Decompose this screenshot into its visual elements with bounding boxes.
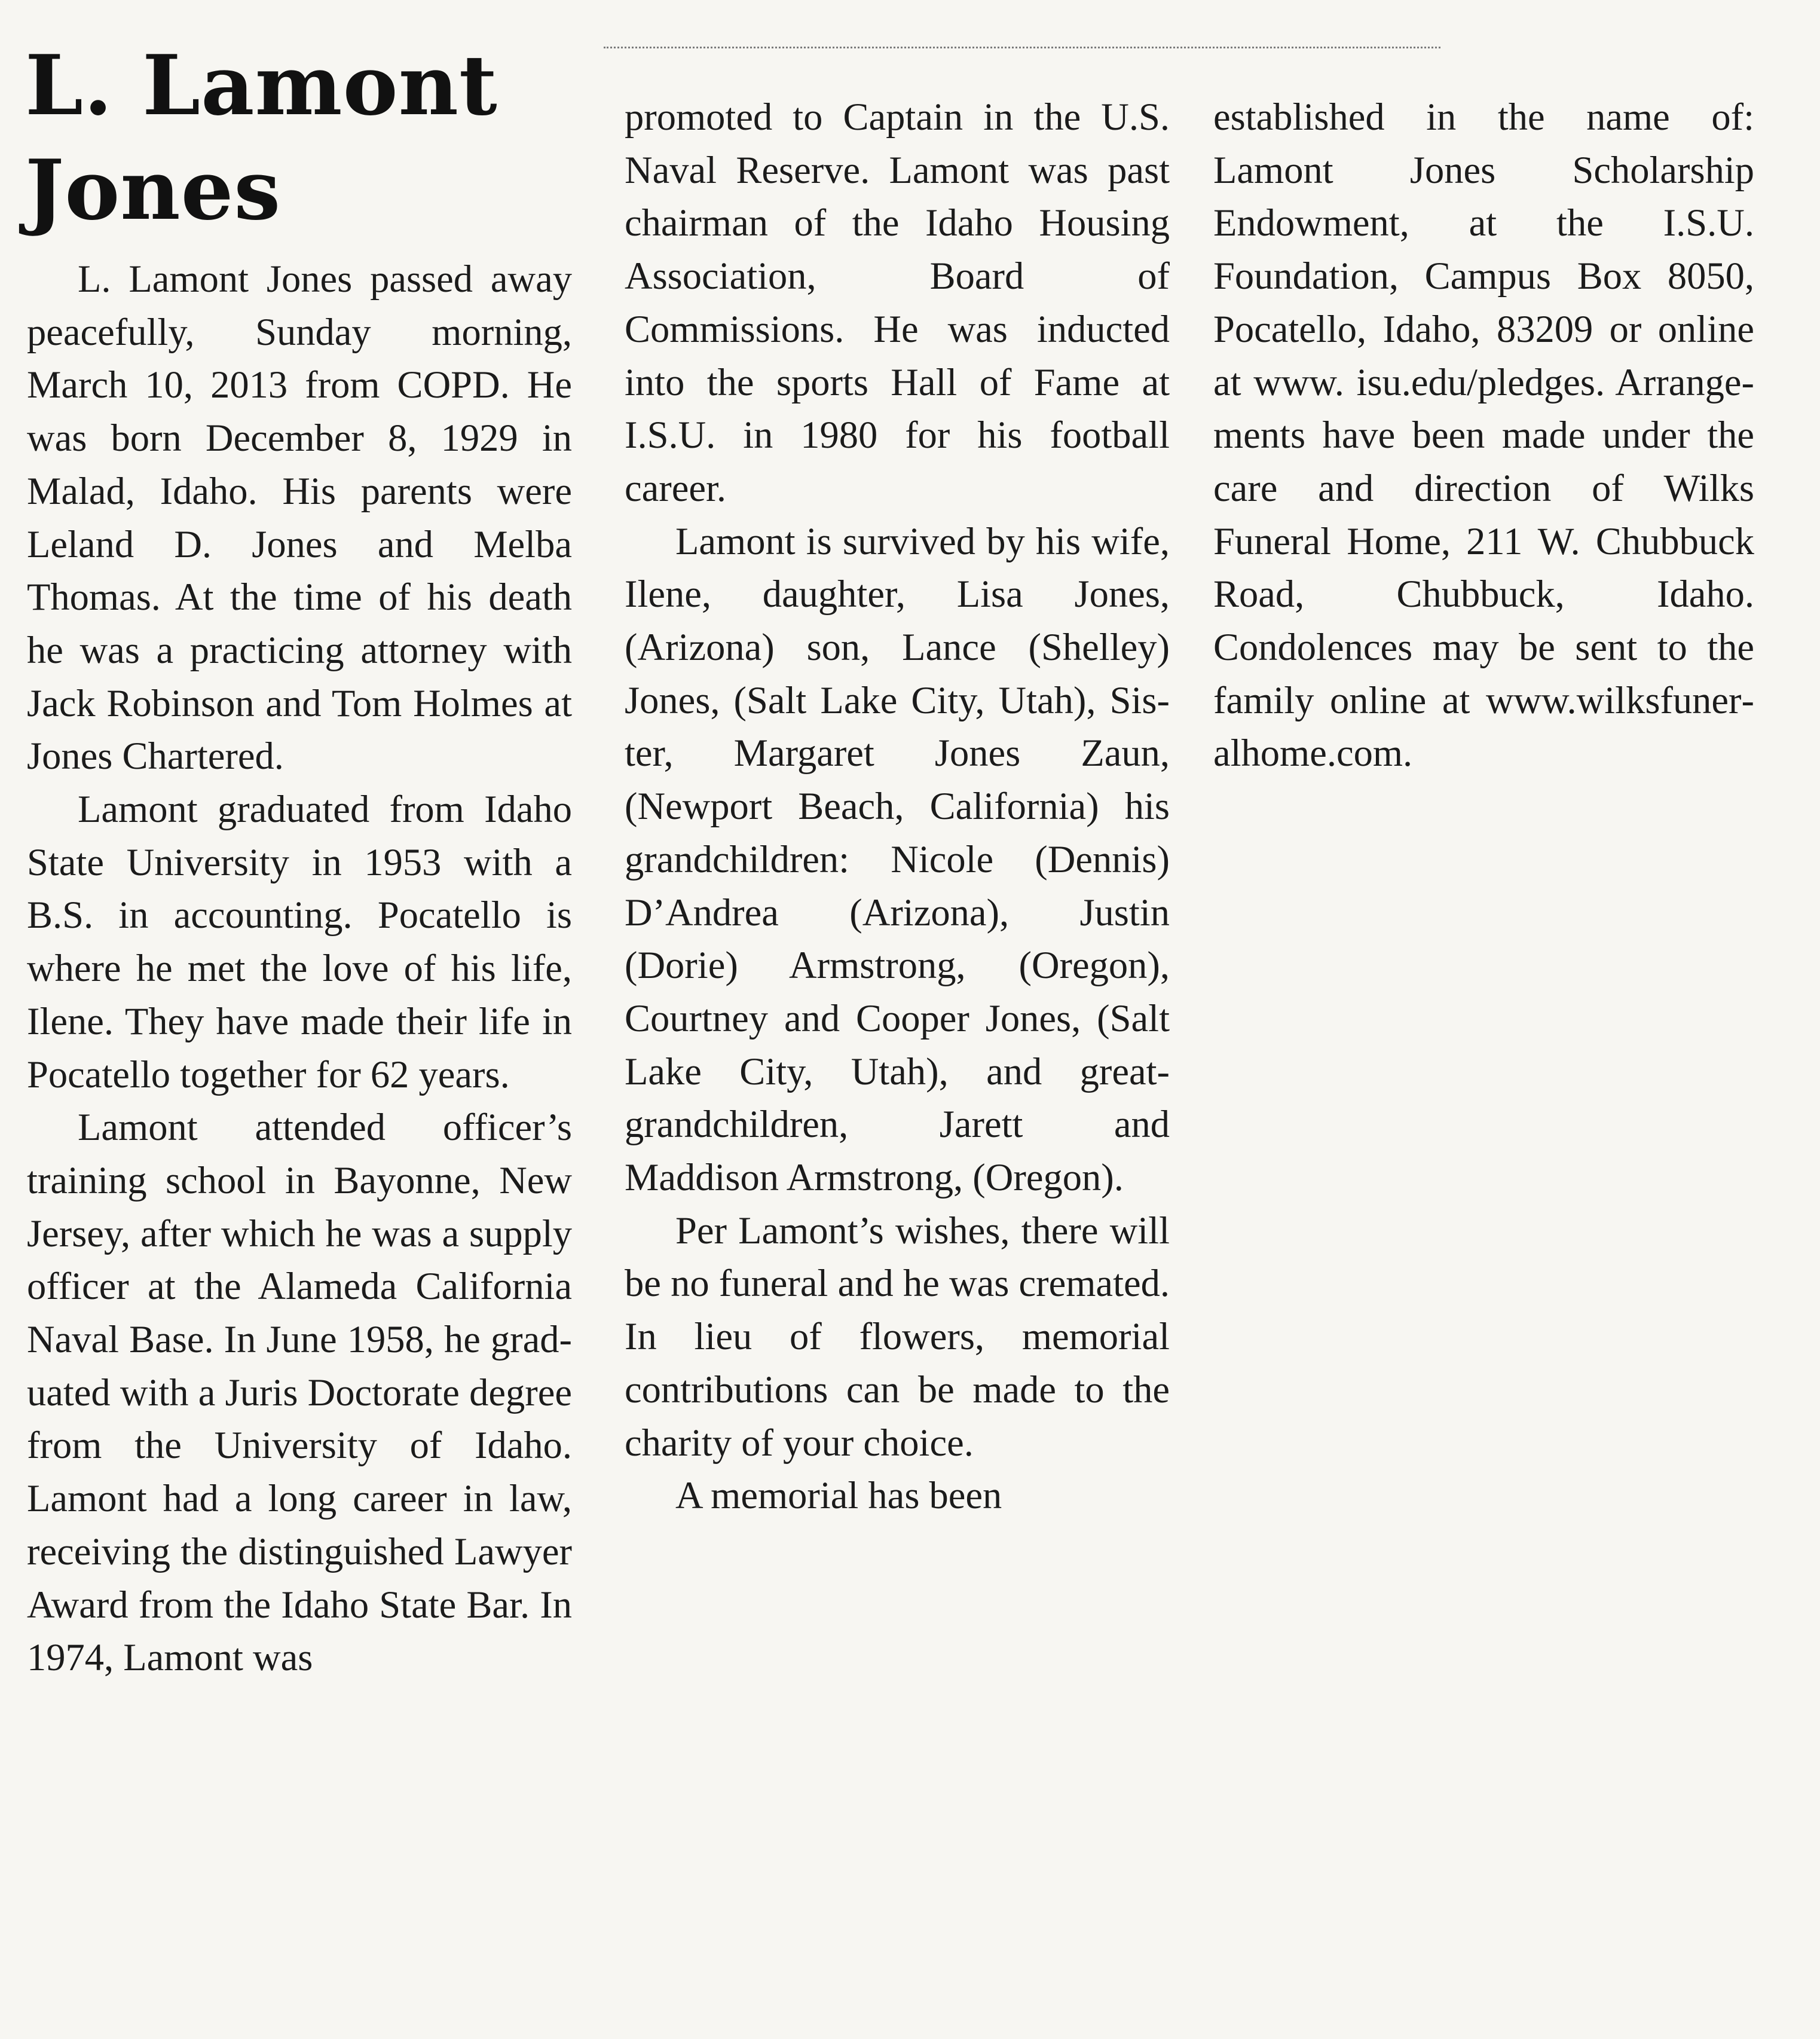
paragraph-survivors: Lamont is survived by his wife, Ilene, daughter, Lisa Jones, (Arizona) son, Lance (Shelley) Jones, (Salt Lake City, Utah), Sister, Margaret Jones Zaun, (Newport Beach, California) his grandchildren: Nicole (Dennis) D’Andrea (Arizona), Justin (Dorie) Armstrong, (Oregon), Courtney and Cooper Jones, (Salt Lake City, Utah), and great-grandchildren, Jarett and Maddison Armstrong, (Oregon). (625, 519, 1170, 1199)
column-3 (1213, 91, 1754, 780)
title-line-1: L. Lamont (25, 36, 498, 134)
top-dotted-rule (604, 47, 1440, 48)
obituary-title (25, 33, 575, 242)
paragraph-career: Lamont attended officer’s training school in Bayonne, New Jersey, after which he was a supply officer at the Alameda California Naval Base. In June 1958, he graduated with a Juris Doctorate degree from the University of Idaho. Lamont had a long career in law, receiving the distinguished Lawyer Award from the Idaho State Bar. In 1974, Lamont was (27, 1106, 572, 1679)
column-1 (27, 253, 572, 1685)
paragraph-education: Lamont graduated from Idaho State University in 1953 with a B.S. in accounting. Pocatello is where he met the love of his life, Ilene. They have made their life in Pocatello together for 62 years. (27, 788, 572, 1096)
column-2 (625, 91, 1170, 1523)
title-line-2: Jones (25, 141, 282, 239)
paragraph-wishes: Per Lamont’s wishes, there will be no funeral and he was cremated. In lieu of flowers, memorial contributions can be made to the charity of your choice. (625, 1209, 1170, 1464)
paragraph-memorial-continued: established in the name of: Lamont Jones Scholarship Endowment, at the I.S.U. Foundation, Campus Box 8050, Pocatello, Idaho, 83209 or online at www. isu.edu/pledges. Arrangements have been made under the care and direction of Wilks Funeral Home, 211 W. Chubbuck Road, Chubbuck, Idaho. Condolences may be sent to the family online at www.wilksfuneralhome.com. (1213, 96, 1754, 775)
paragraph-memorial: A memorial has been (675, 1474, 1002, 1517)
paragraph-death-notice: L. Lamont Jones passed away peacefully, Sunday morning, March 10, 2013 from COPD. He was born December 8, 1929 in Malad, Idaho. His parents were Leland D. Jones and Melba Thomas. At the time of his death he was a practicing attorney with Jack Robinson and Tom Holmes at Jones Chartered. (27, 258, 572, 778)
paragraph-career-continued: promoted to Captain in the U.S. Naval Reserve. Lamont was past chairman of the Idaho Housing Association, Board of Commissions. He was inducted into the sports Hall of Fame at I.S.U. in 1980 for his football career. (625, 96, 1170, 509)
